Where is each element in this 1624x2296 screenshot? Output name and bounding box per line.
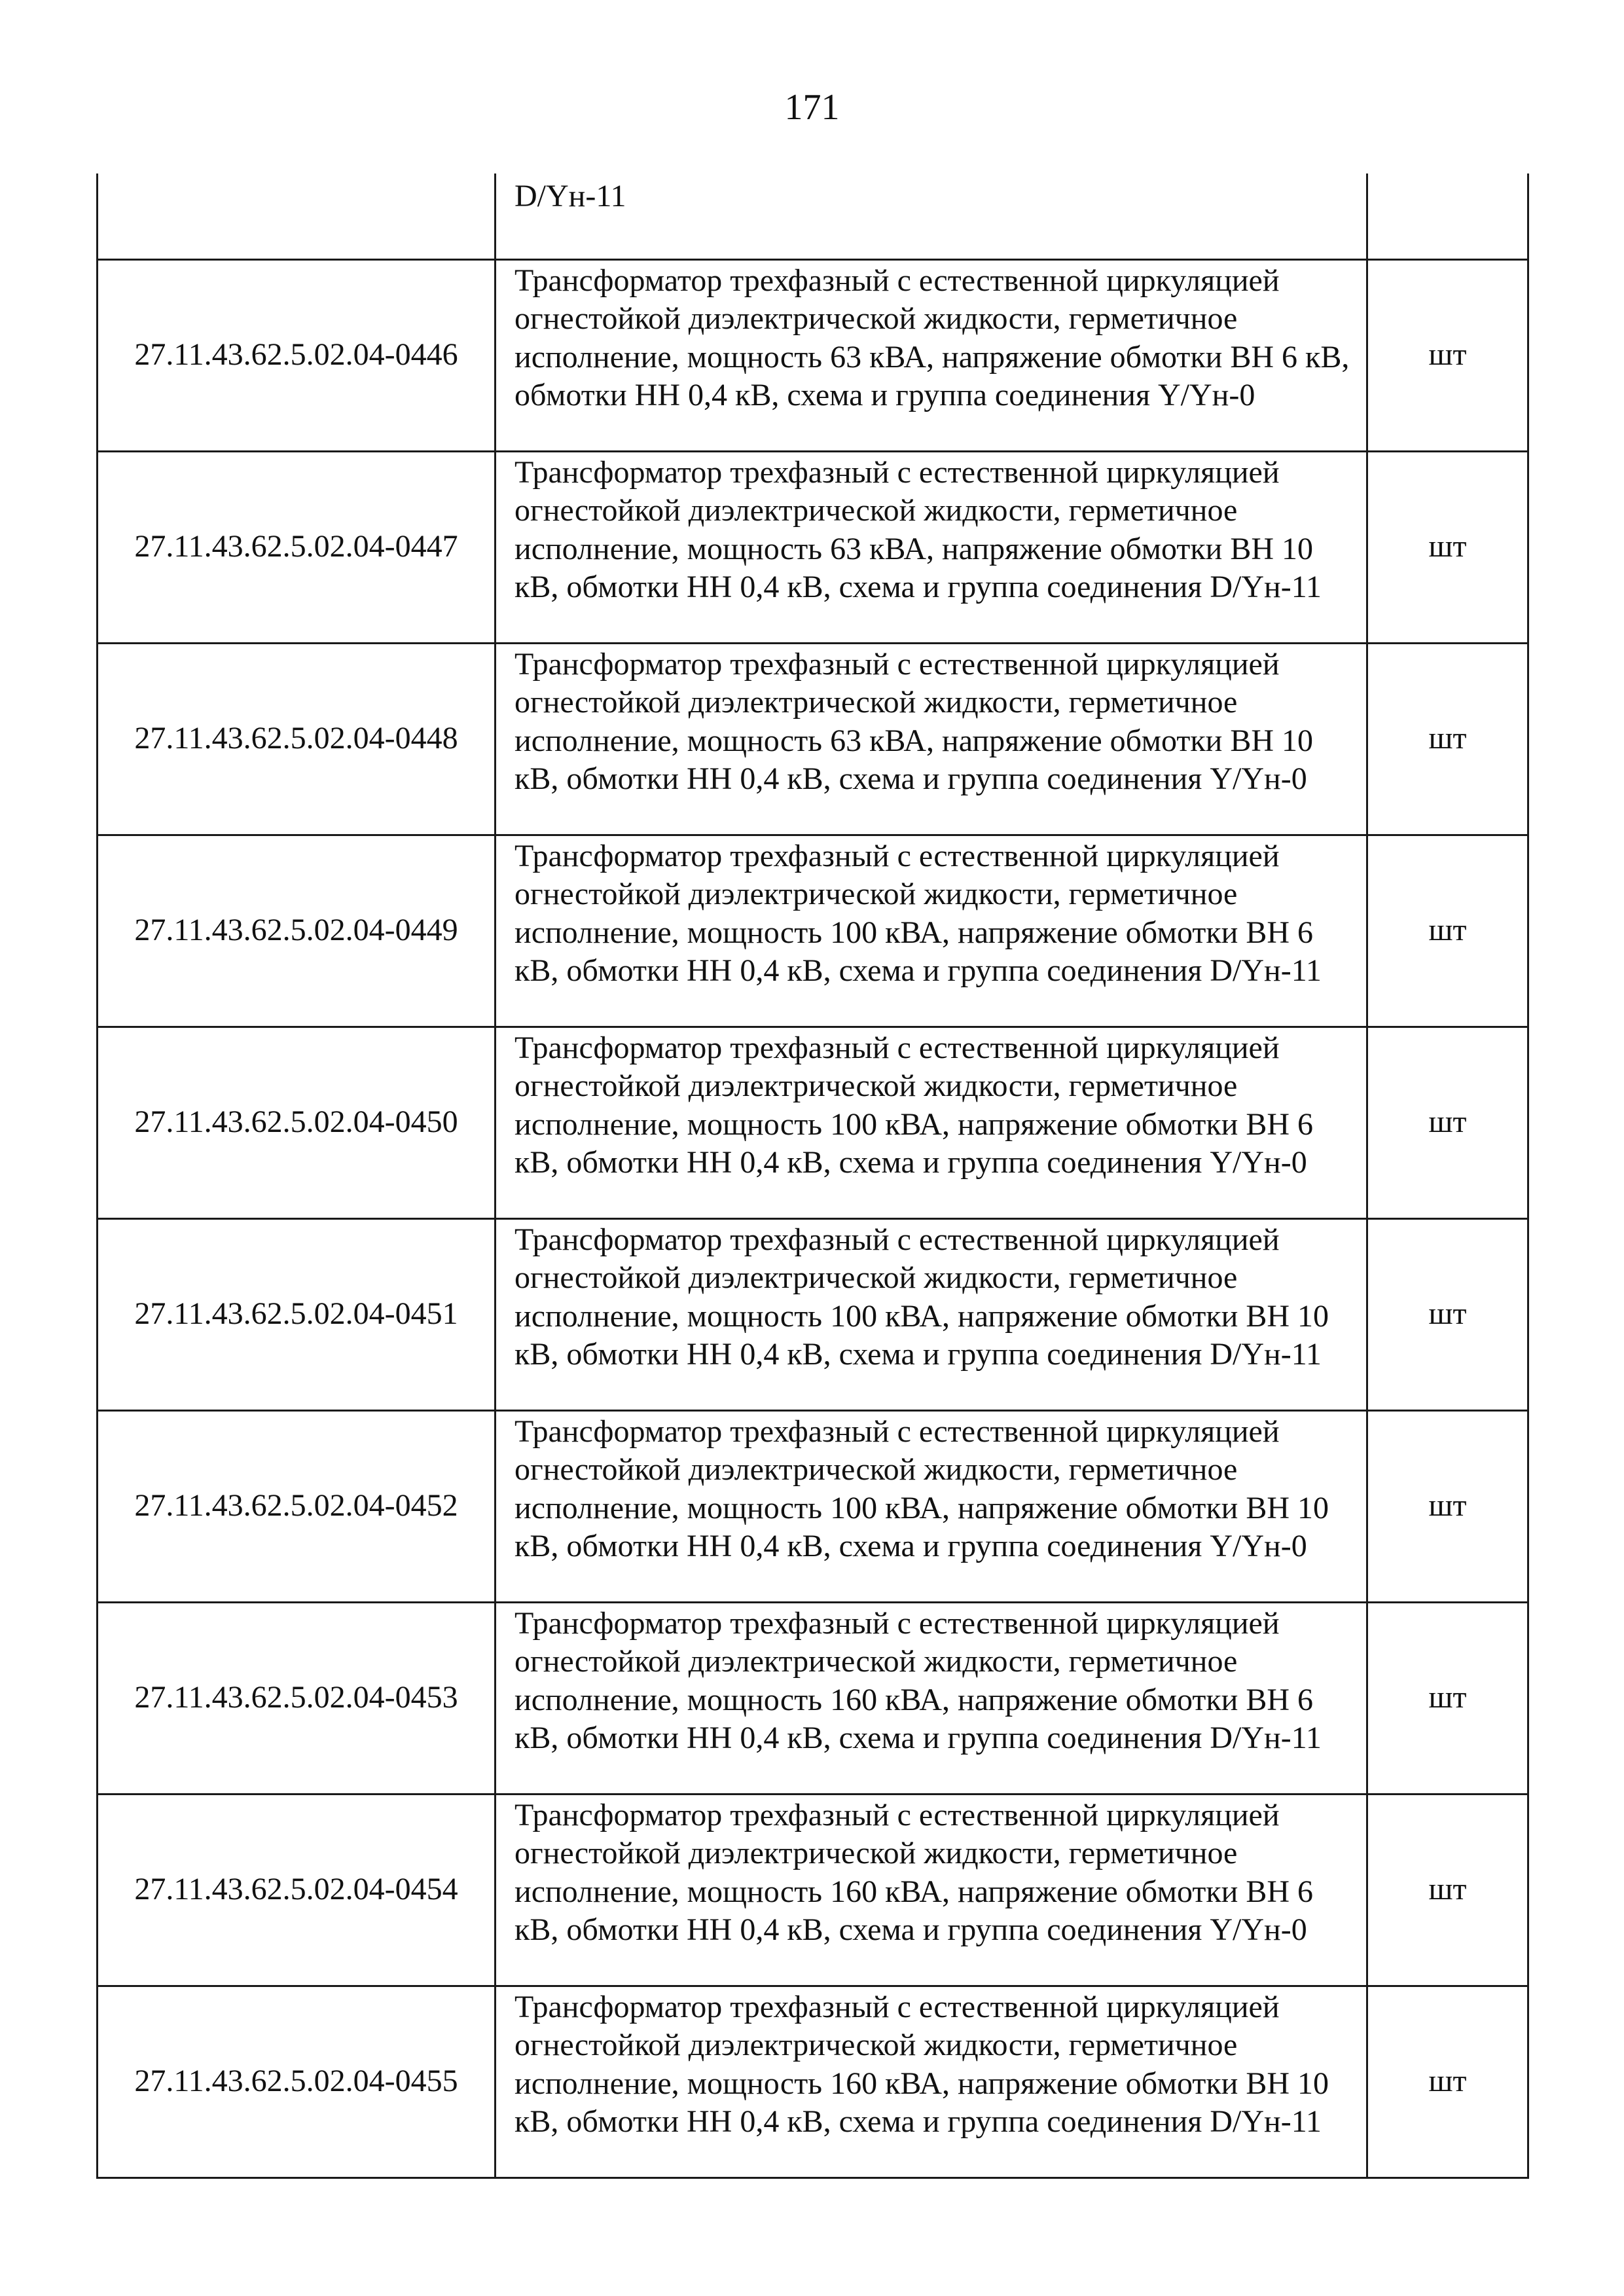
description-cell: Трансформатор трехфазный с естественной циркуляцией огнестойкой диэлектрической жидкости, герметичное исполнение, мощность 160 кВА, напряжение обмотки ВН 6 кВ, обмотки НН 0,4 кВ, схема и группа соединения D/Yн-11 bbox=[496, 1602, 1367, 1794]
unit-cell bbox=[1367, 173, 1528, 259]
unit-cell: шт bbox=[1367, 1794, 1528, 1986]
table-row bbox=[98, 835, 1528, 1027]
description-cell: Трансформатор трехфазный с естественной циркуляцией огнестойкой диэлектрической жидкости, герметичное исполнение, мощность 63 кВА, напряжение обмотки ВН 10 кВ, обмотки НН 0,4 кВ, схема и группа соединения Y/Yн-0 bbox=[496, 643, 1367, 835]
description-cell: Трансформатор трехфазный с естественной циркуляцией огнестойкой диэлектрической жидкости, герметичное исполнение, мощность 160 кВА, напряжение обмотки ВН 10 кВ, обмотки НН 0,4 кВ, схема и группа соединения D/Yн-11 bbox=[496, 1986, 1367, 2178]
code-cell: 27.11.43.62.5.02.04-0450 bbox=[98, 1027, 496, 1218]
description-cell: Трансформатор трехфазный с естественной циркуляцией огнестойкой диэлектрической жидкости, герметичное исполнение, мощность 63 кВА, напряжение обмотки ВН 6 кВ, обмотки НН 0,4 кВ, схема и группа соединения Y/Yн-0 bbox=[496, 259, 1367, 451]
unit-cell: шт bbox=[1367, 1602, 1528, 1794]
table-row bbox=[98, 1602, 1528, 1794]
table-row bbox=[98, 1986, 1528, 2178]
code-cell: 27.11.43.62.5.02.04-0446 bbox=[98, 259, 496, 451]
unit-cell: шт bbox=[1367, 1218, 1528, 1410]
code-cell: 27.11.43.62.5.02.04-0455 bbox=[98, 1986, 496, 2178]
code-cell: 27.11.43.62.5.02.04-0453 bbox=[98, 1602, 496, 1794]
code-cell: 27.11.43.62.5.02.04-0454 bbox=[98, 1794, 496, 1986]
description-cell: Трансформатор трехфазный с естественной циркуляцией огнестойкой диэлектрической жидкости, герметичное исполнение, мощность 100 кВА, напряжение обмотки ВН 10 кВ, обмотки НН 0,4 кВ, схема и группа соединения D/Yн-11 bbox=[496, 1218, 1367, 1410]
code-cell: 27.11.43.62.5.02.04-0449 bbox=[98, 835, 496, 1027]
unit-cell: шт bbox=[1367, 1027, 1528, 1218]
unit-cell: шт bbox=[1367, 835, 1528, 1027]
code-cell: 27.11.43.62.5.02.04-0447 bbox=[98, 451, 496, 643]
unit-cell: шт bbox=[1367, 643, 1528, 835]
unit-cell: шт bbox=[1367, 1986, 1528, 2178]
description-cell: D/Yн-11 bbox=[496, 173, 1367, 259]
unit-cell: шт bbox=[1367, 259, 1528, 451]
code-cell bbox=[98, 173, 496, 259]
description-cell: Трансформатор трехфазный с естественной циркуляцией огнестойкой диэлектрической жидкости, герметичное исполнение, мощность 100 кВА, напряжение обмотки ВН 10 кВ, обмотки НН 0,4 кВ, схема и группа соединения Y/Yн-0 bbox=[496, 1410, 1367, 1602]
table-row bbox=[98, 1410, 1528, 1602]
continuation-row bbox=[98, 173, 1528, 259]
code-cell: 27.11.43.62.5.02.04-0448 bbox=[98, 643, 496, 835]
code-cell: 27.11.43.62.5.02.04-0452 bbox=[98, 1410, 496, 1602]
table-row bbox=[98, 1218, 1528, 1410]
resource-table bbox=[96, 173, 1529, 2179]
unit-cell: шт bbox=[1367, 1410, 1528, 1602]
unit-cell: шт bbox=[1367, 451, 1528, 643]
table-row bbox=[98, 259, 1528, 451]
description-cell: Трансформатор трехфазный с естественной циркуляцией огнестойкой диэлектрической жидкости, герметичное исполнение, мощность 63 кВА, напряжение обмотки ВН 10 кВ, обмотки НН 0,4 кВ, схема и группа соединения D/Yн-11 bbox=[496, 451, 1367, 643]
table-row bbox=[98, 1794, 1528, 1986]
description-cell: Трансформатор трехфазный с естественной циркуляцией огнестойкой диэлектрической жидкости, герметичное исполнение, мощность 160 кВА, напряжение обмотки ВН 6 кВ, обмотки НН 0,4 кВ, схема и группа соединения Y/Yн-0 bbox=[496, 1794, 1367, 1986]
code-cell: 27.11.43.62.5.02.04-0451 bbox=[98, 1218, 496, 1410]
description-cell: Трансформатор трехфазный с естественной циркуляцией огнестойкой диэлектрической жидкости, герметичное исполнение, мощность 100 кВА, напряжение обмотки ВН 6 кВ, обмотки НН 0,4 кВ, схема и группа соединения Y/Yн-0 bbox=[496, 1027, 1367, 1218]
page-number: 171 bbox=[784, 87, 840, 128]
table-row bbox=[98, 1027, 1528, 1218]
description-cell: Трансформатор трехфазный с естественной циркуляцией огнестойкой диэлектрической жидкости, герметичное исполнение, мощность 100 кВА, напряжение обмотки ВН 6 кВ, обмотки НН 0,4 кВ, схема и группа соединения D/Yн-11 bbox=[496, 835, 1367, 1027]
table-row bbox=[98, 451, 1528, 643]
table-row bbox=[98, 643, 1528, 835]
